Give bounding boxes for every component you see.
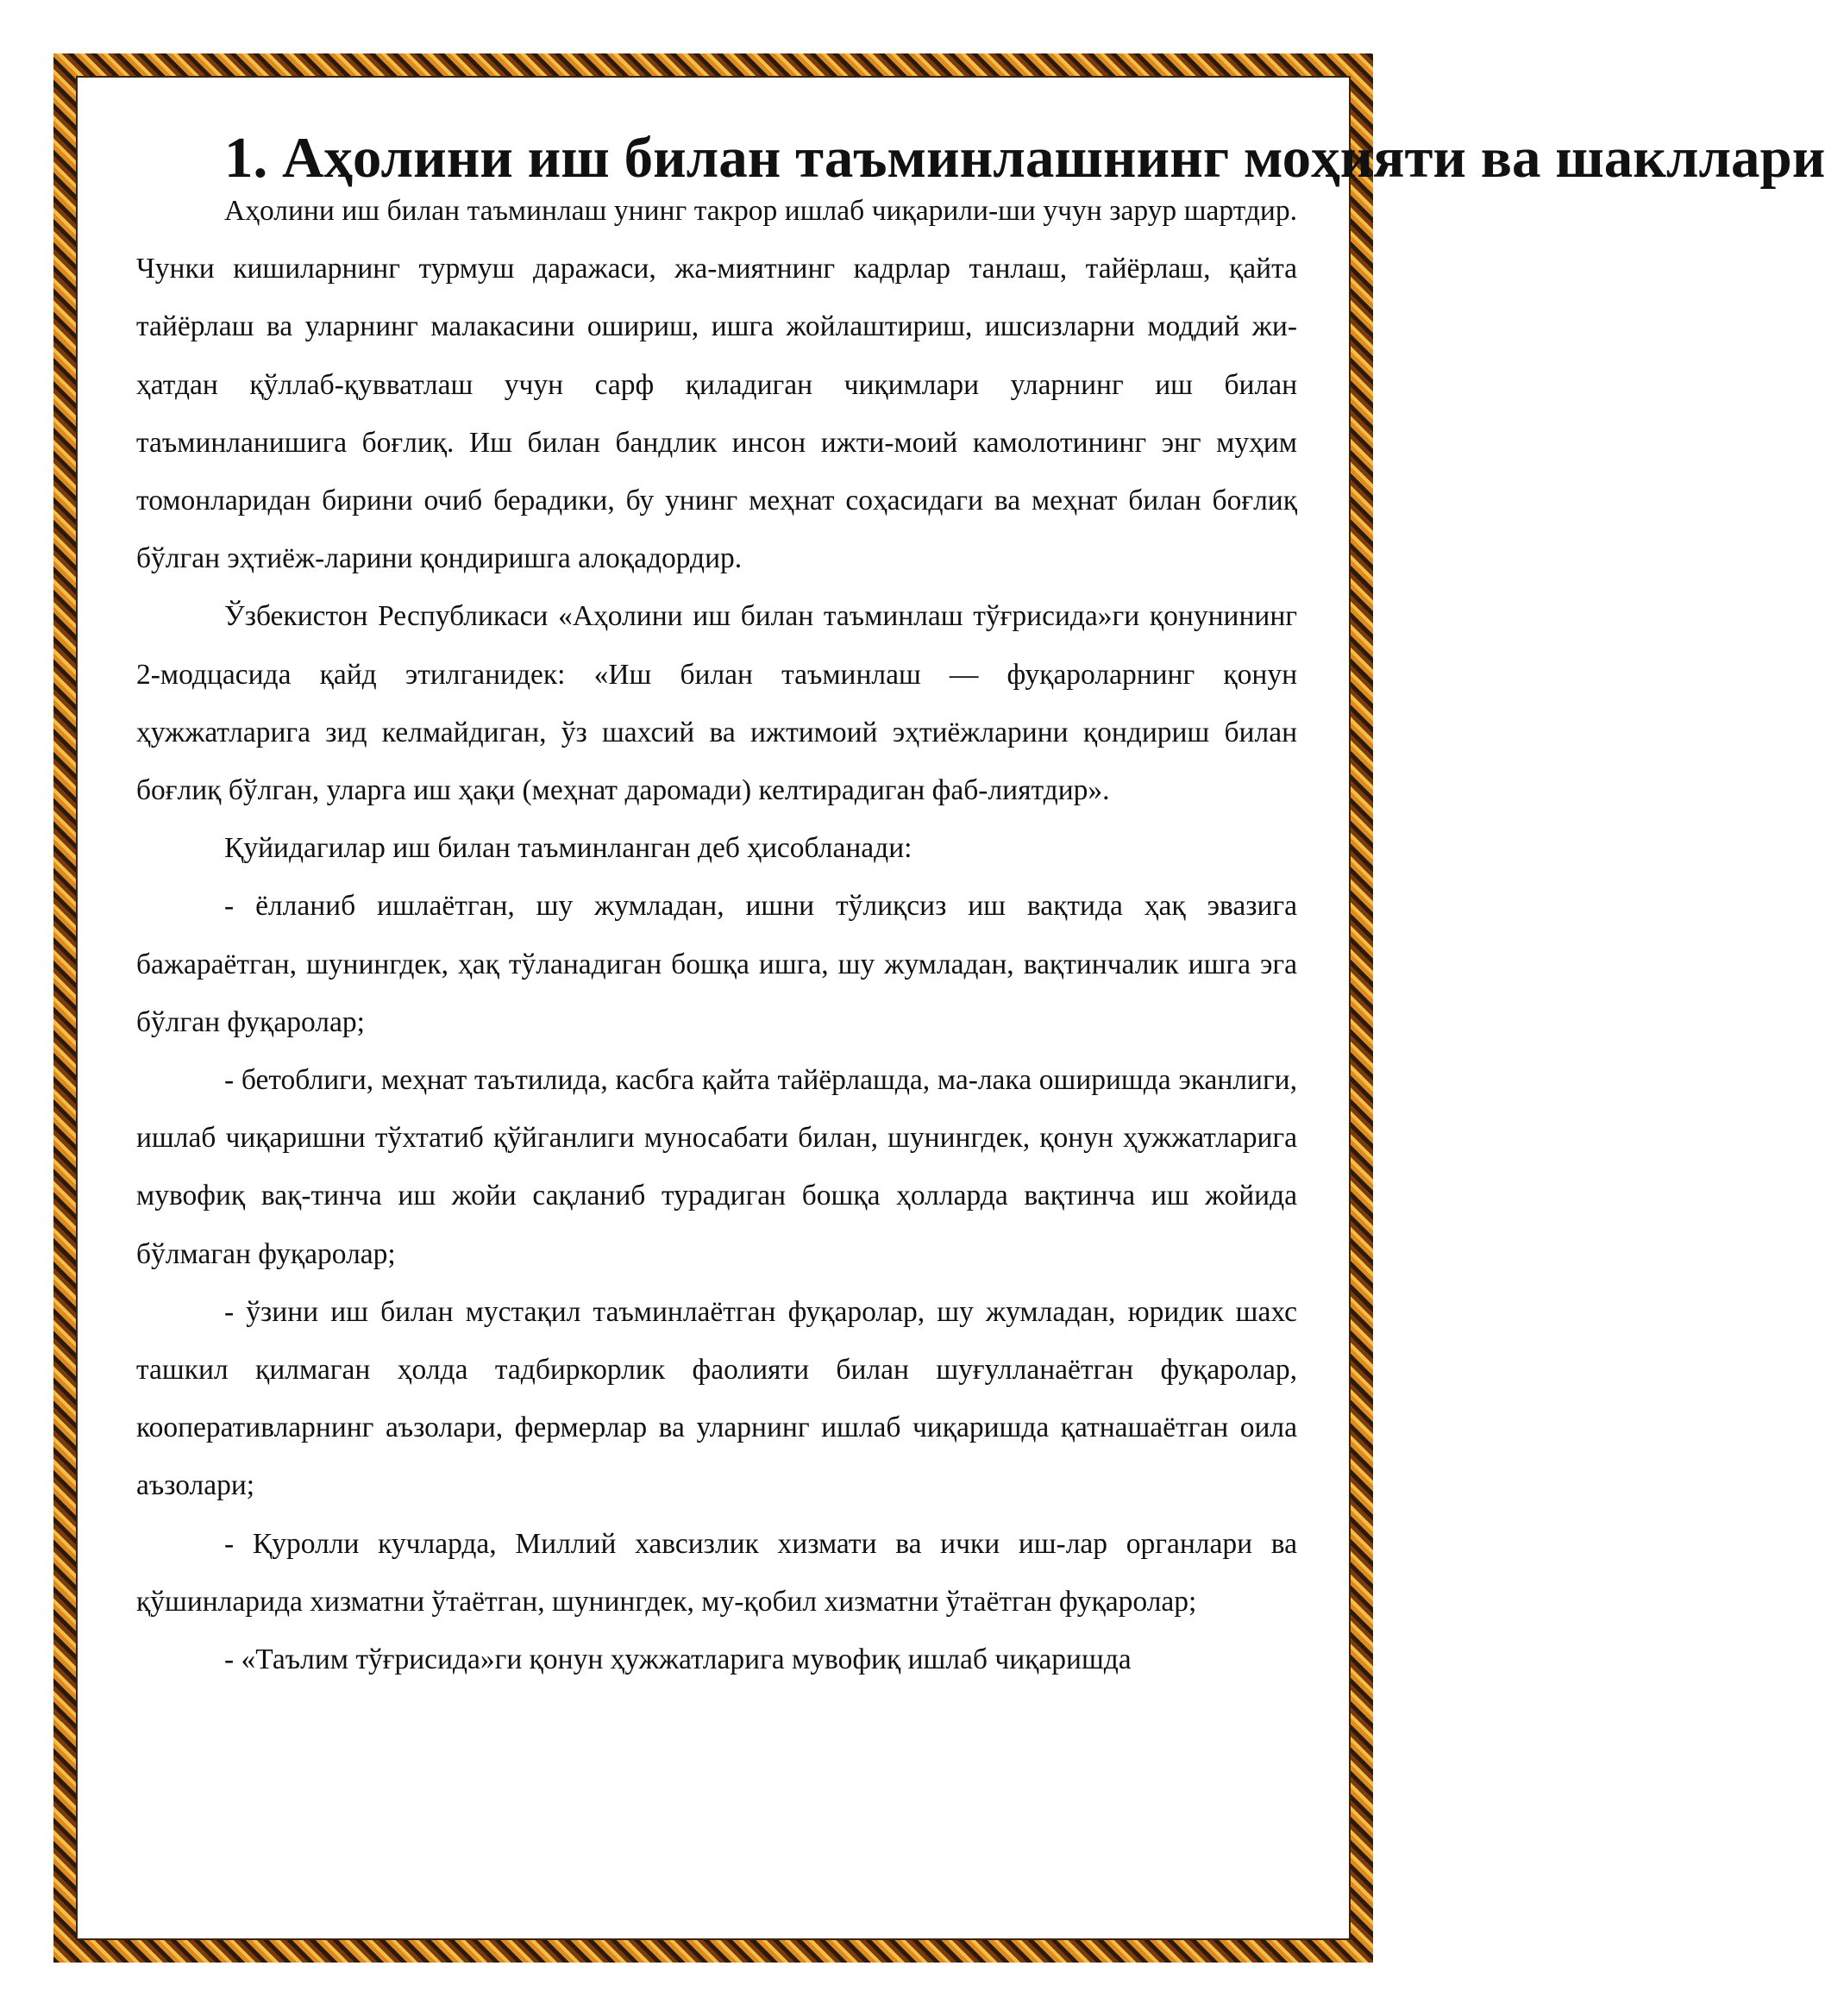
paragraph-intro: Аҳолини иш билан таъминлаш унинг такрор ишлаб чиқарили-ши учун зарур шартдир. Чунки кишиларнинг турмуш даражаси, жа-миятнинг кадрлар танлаш, тайёрлаш, қайта тайёрлаш ва уларнинг малакасини ошириш, ишга жойлаштириш, ишсизларни моддий жи-ҳатдан қўллаб-қувватлаш учун сарф қиладиган чиқимлари уларнинг иш билан таъминланишига боғлиқ. Иш билан бандлик инсон ижти-моий камолотининг энг муҳим томонларидан бирини очиб берадики, бу унинг меҳнат соҳасидаги ва меҳнат билан боғлиқ бўлган эҳтиёж-ларини қондиришга алоқадордир. — [136, 195, 1297, 575]
document-body — [136, 126, 1825, 1688]
section-heading: 1. Аҳолини иш билан таъминлашнинг моҳияти ва шакллари — [224, 126, 1825, 190]
list-item-education-law: - «Таълим тўғрисида»ги қонун ҳужжатларига мувофиқ ишлаб чиқаришда — [224, 1643, 1132, 1676]
list-item-self-employed: - ўзини иш билан мустақил таъминлаётган фуқаролар, шу жумладан, юридик шахс ташкил қилмаган ҳолда тадбиркорлик фаолияти билан шуғулланаётган фуқаролар, кооперативларнинг аъзолари, фермерлар ва уларнинг ишлаб чиқаришда қатнашаётган оила аъзолари; — [136, 1295, 1297, 1502]
list-item-military-service: - Қуролли кучларда, Миллий хавсизлик хизмати ва ички иш-лар органлари ва қўшинларида хизматни ўтаётган, шунингдек, му-қобил хизматни ўтаётган фуқаролар; — [136, 1527, 1297, 1618]
paragraph-law-quote: Ўзбекистон Республикаси «Аҳолини иш билан таъминлаш тўғрисида»ги қонунининг 2-модцасида қайд этилганидек: «Иш билан таъминлаш — фуқароларнинг қонун ҳужжатларига зид келмайдиган, ўз шахсий ва ижтимоий эҳтиёжларини қондириш билан боғлиқ бўлган, уларга иш ҳақи (меҳнат даромади) келтирадиган фаб-лиятдир». — [136, 600, 1297, 807]
list-item-hired-workers: - ёлланиб ишлаётган, шу жумладан, ишни тўлиқсиз иш вақтида ҳақ эвазига бажараётган, шунингдек, ҳақ тўланадиган бошқа ишга, шу жумладан, вақтинчалик ишга эга бўлган фуқаролар; — [136, 890, 1297, 1038]
paragraph-list-lead: Қуйидагилар иш билан таъминланган деб ҳисобланади: — [224, 832, 912, 865]
list-item-temporarily-absent: - бетоблиги, меҳнат таътилида, касбга қайта тайёрлашда, ма-лака оширишда эканлиги, ишлаб чиқаришни тўхтатиб қўйганлиги муносабати билан, шунингдек, қонун ҳужжатларига мувофиқ вақ-тинча иш жойи сақланиб турадиган бошқа ҳолларда вақтинча иш жойида бўлмаган фуқаролар; — [136, 1064, 1297, 1270]
